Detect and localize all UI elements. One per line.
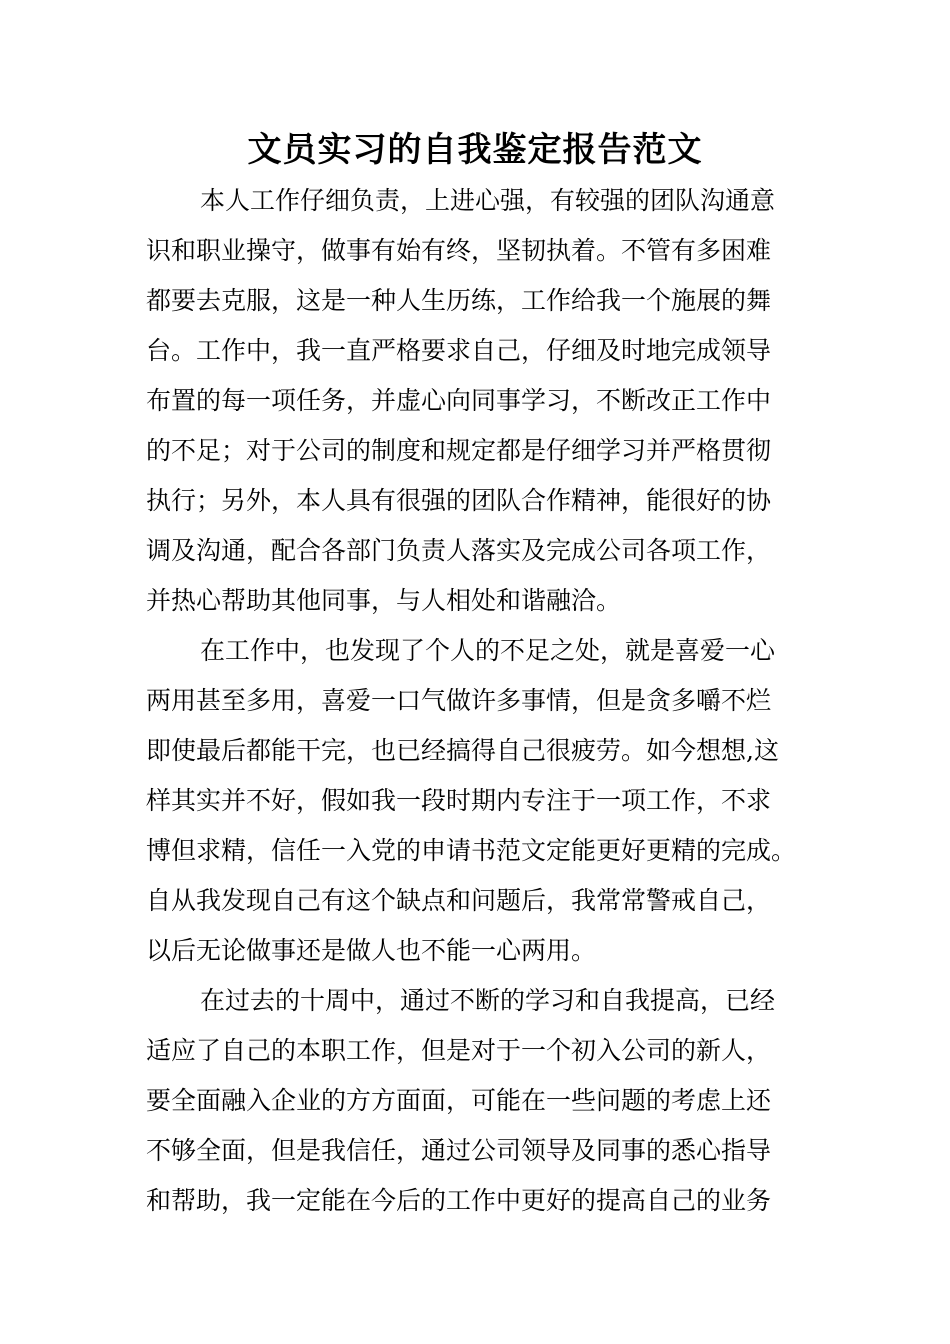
text-line: 以后无论做事还是做人也不能一心两用。 (146, 936, 597, 965)
text-line: 博但求精，信任一入党的申请书范文定能更好更精的完成。 (146, 836, 797, 865)
text-line: 识和职业操守，做事有始有终，坚韧执着。不管有多困难 (146, 236, 772, 265)
text-line: 不够全面，但是我信任，通过公司领导及同事的悉心指导 (146, 1136, 772, 1165)
document-body (146, 176, 814, 1226)
text-line: 两用甚至多用，喜爱一口气做许多事情，但是贪多嚼不烂 (146, 686, 772, 715)
paragraph-2 (146, 626, 814, 976)
text-line: 适应了自己的本职工作，但是对于一个初入公司的新人， (146, 1036, 772, 1065)
text-line: 自从我发现自己有这个缺点和问题后，我常常警戒自己， (146, 886, 772, 915)
text-line: 并热心帮助其他同事，与人相处和谐融洽。 (146, 586, 622, 615)
text-line: 在工作中，也发现了个人的不足之处，就是喜爱一心 (200, 636, 776, 665)
text-line: 和帮助，我一定能在今后的工作中更好的提高自己的业务 (146, 1186, 772, 1215)
text-line: 本人工作仔细负责，上进心强，有较强的团队沟通意 (200, 186, 776, 215)
text-line: 台。工作中，我一直严格要求自己，仔细及时地完成领导 (146, 336, 772, 365)
text-line: 要全面融入企业的方方面面，可能在一些问题的考虑上还 (146, 1086, 772, 1115)
text-line: 布置的每一项任务，并虚心向同事学习，不断改正工作中 (146, 386, 772, 415)
text-line: 在过去的十周中，通过不断的学习和自我提高，已经 (200, 986, 776, 1015)
text-line: 样其实并不好，假如我一段时期内专注于一项工作，不求 (146, 786, 772, 815)
document-title: 文员实习的自我鉴定报告范文 (247, 130, 703, 170)
text-line: 的不足；对于公司的制度和规定都是仔细学习并严格贯彻 (146, 436, 772, 465)
text-line: 都要去克服，这是一种人生历练，工作给我一个施展的舞 (146, 286, 772, 315)
text-line: 执行；另外，本人具有很强的团队合作精神，能很好的协 (146, 486, 772, 515)
text-line: 调及沟通，配合各部门负责人落实及完成公司各项工作， (146, 536, 772, 565)
paragraph-1 (146, 176, 814, 626)
paragraph-3 (146, 976, 814, 1226)
text-line: 即使最后都能干完，也已经搞得自己很疲劳。如今想想,这 (146, 736, 779, 765)
